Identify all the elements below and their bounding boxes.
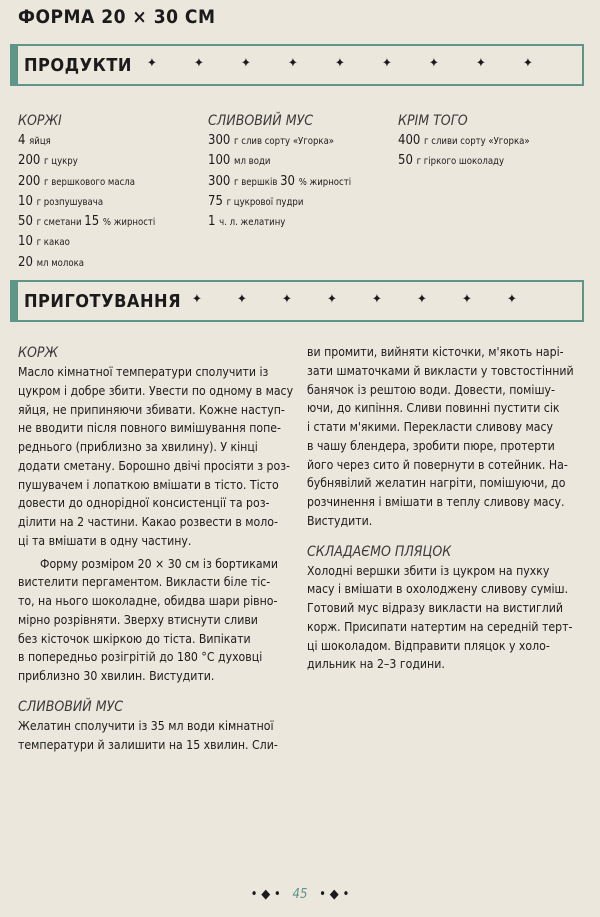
ingredient-text: мл води xyxy=(234,156,271,168)
section-title: СЛИВОВИЙ МУС xyxy=(18,698,124,715)
ingredient-row xyxy=(208,212,351,232)
ingredient-amount: 20 xyxy=(18,254,37,270)
preparation-left-column xyxy=(18,343,293,754)
star-icon: ✦ xyxy=(241,56,251,71)
form-title: ФОРМА 20 × 30 СМ xyxy=(18,6,216,28)
banner-label: ПРИГОТУВАННЯ xyxy=(24,291,182,312)
ingredient-amount: 100 xyxy=(208,153,235,169)
text-line: то, на нього шоколадне, обидва шари рівно- xyxy=(18,594,278,608)
section-title: СКЛАДАЄМО ПЛЯЦОК xyxy=(307,543,452,560)
ingredient-text: % жирності xyxy=(298,176,352,188)
ingredient-amount: 30 xyxy=(280,173,299,189)
text-line: Форму розміром 20 × 30 см із бортиками xyxy=(40,556,278,571)
ingredient-text: ч. л. желатину xyxy=(219,217,286,229)
text-line: ділити на 2 частини. Какао розвести в моло- xyxy=(18,515,278,529)
text-line: розчинення і вмішати в теплу сливову масу. xyxy=(307,495,565,509)
star-icon: ✦ xyxy=(335,56,345,71)
ingredient-amount: 50 xyxy=(18,214,37,230)
ingredient-group-title: СЛИВОВИЙ МУС xyxy=(208,113,314,129)
ingredient-amount: 15 xyxy=(84,214,103,230)
text-line: довести до однорідної консистенції та роз- xyxy=(18,496,270,511)
text-line: ці та вмішати в одну частину. xyxy=(18,533,192,548)
ingredient-group-title: КОРЖІ xyxy=(18,113,62,129)
ingredient-row xyxy=(208,192,351,212)
text-line: пушувачем і лопаткою вмішати в тісто. Тісто xyxy=(18,477,279,492)
ingredient-text: г сливи сорту «Угорка» xyxy=(424,136,530,147)
star-icon: ✦ xyxy=(327,292,337,307)
ingredient-amount: 400 xyxy=(398,133,425,148)
ingredient-row xyxy=(398,131,530,151)
ingredients-extra xyxy=(398,111,530,172)
ingredient-text: г розпушувача xyxy=(36,196,104,208)
ingredient-amount: 1 xyxy=(208,214,220,230)
text-line: приблизно 30 хвилин. Вистудити. xyxy=(18,669,215,683)
star-icon: ✦ xyxy=(192,292,202,307)
ingredient-amount: 300 xyxy=(208,173,235,189)
text-line: Масло кімнатної температури сполучити із xyxy=(18,365,269,379)
ingredient-amount: 4 xyxy=(18,133,30,148)
star-icon: ✦ xyxy=(507,292,517,307)
ingredient-row xyxy=(18,151,155,171)
ingredient-row xyxy=(208,172,351,192)
text-line: і стати м'якими. Перекласти сливову масу xyxy=(307,420,553,434)
ingredient-text: г вершків xyxy=(234,176,281,188)
text-line: дильник на 2–3 години. xyxy=(307,657,445,672)
ingredient-text: г какао xyxy=(36,237,70,249)
ingredient-amount: 75 xyxy=(208,193,227,209)
text-line: в чашу блендера, зробити пюре, протерти xyxy=(307,438,555,453)
text-line: ви промити, вийняти кісточки, м'якоть нарі- xyxy=(307,345,564,359)
ingredient-row xyxy=(18,253,155,273)
text-line: без кісточок шкіркою до тіста. Випікати xyxy=(18,631,251,646)
star-icon: ✦ xyxy=(237,292,247,307)
ornament-right-icon: • ◆ • xyxy=(319,887,350,902)
star-icon: ✦ xyxy=(382,56,392,71)
text-line: цукром і добре збити. Увести по одному в масу xyxy=(18,383,294,398)
star-icon: ✦ xyxy=(194,56,204,71)
text-line: Готовий мус відразу викласти на вистиглий xyxy=(307,601,563,615)
text-line: мірно розрівняти. Зверху втиснути сливи xyxy=(18,612,258,627)
ingredient-amount: 200 xyxy=(18,173,45,189)
text-line: реднього (приблизно за хвилину). У кінці xyxy=(18,440,258,454)
text-line: бубнявілий желатин нагріти, помішуючи, до xyxy=(307,476,566,491)
ornament-left-icon: • ◆ • xyxy=(250,887,281,902)
text-line: зати шматочками й викласти у товстостінний xyxy=(307,363,574,378)
text-line: Вистудити. xyxy=(307,513,373,528)
star-icon: ✦ xyxy=(476,56,486,71)
ingredient-amount: 300 xyxy=(208,133,235,148)
page-number: 45 xyxy=(292,887,308,902)
text-line: його через сито й повернути в сотейник. На- xyxy=(307,457,568,472)
ingredient-row xyxy=(18,131,155,151)
text-line: масу і вмішати в охолоджену сливову суміш. xyxy=(307,582,569,597)
ingredient-amount: 10 xyxy=(18,234,37,250)
ingredient-text: г гіркого шоколаду xyxy=(416,156,505,168)
ingredient-text: яйця xyxy=(29,136,51,147)
star-icon: ✦ xyxy=(429,56,439,71)
ingredient-row xyxy=(18,172,155,192)
preparation-right-column xyxy=(307,343,574,674)
text-line: банячок із рештою води. Довести, помішу- xyxy=(307,382,555,397)
text-line: корж. Присипати натертим на середній терт- xyxy=(307,619,573,634)
ingredients-cake xyxy=(18,111,155,273)
star-icon: ✦ xyxy=(372,292,382,307)
text-line: Желатин сполучити із 35 мл води кімнатної xyxy=(18,718,274,733)
ingredient-row xyxy=(18,192,155,212)
ingredient-group-title: КРІМ ТОГО xyxy=(398,113,468,129)
star-icon: ✦ xyxy=(523,56,533,71)
text-line: вистелити пергаментом. Викласти біле тіс- xyxy=(18,575,271,590)
text-line: не вводити після повного вимішування попе- xyxy=(18,421,282,436)
ingredient-text: г сметани xyxy=(36,217,85,229)
ingredient-amount: 200 xyxy=(18,153,45,169)
preparation-banner xyxy=(10,280,584,322)
ingredient-row xyxy=(18,212,155,232)
star-icon: ✦ xyxy=(282,292,292,307)
ingredients-plum-mousse xyxy=(208,111,351,232)
text-line: Холодні вершки збити із цукром на пухку xyxy=(307,563,550,578)
star-icon: ✦ xyxy=(462,292,472,307)
text-line: температури й залишити на 15 хвилин. Сли- xyxy=(18,737,278,752)
ingredient-row xyxy=(398,151,530,171)
text-line: в попередньо розігрітій до 180 °С духовці xyxy=(18,650,263,665)
text-line: ючи, до кипіння. Сливи повинні пустити сік xyxy=(307,401,560,416)
star-icon: ✦ xyxy=(288,56,298,71)
text-line: ці шоколадом. Відправити пляцок у холо- xyxy=(307,638,550,653)
text-line: яйця, не припиняючи збивати. Кожне наступ- xyxy=(18,402,285,417)
ingredient-row xyxy=(18,232,155,252)
ingredient-text: г цукрової пудри xyxy=(226,196,304,208)
text-line: додати сметану. Борошно двічі просіяти з роз- xyxy=(18,458,291,473)
page-footer xyxy=(0,887,600,902)
section-title: КОРЖ xyxy=(18,345,59,361)
ingredient-text: мл молока xyxy=(36,257,84,269)
ingredient-text: г вершкового масла xyxy=(44,176,135,188)
ingredient-row xyxy=(208,151,351,171)
ingredient-amount: 50 xyxy=(398,153,417,169)
products-banner xyxy=(10,44,584,86)
ingredient-row xyxy=(208,131,351,151)
ingredient-amount: 10 xyxy=(18,193,37,209)
star-icon: ✦ xyxy=(417,292,427,307)
banner-label: ПРОДУКТИ xyxy=(24,55,132,76)
ingredient-text: г слив сорту «Угорка» xyxy=(234,136,335,147)
ingredient-text: % жирності xyxy=(102,217,156,229)
ingredient-text: г цукру xyxy=(44,156,78,168)
star-icon: ✦ xyxy=(147,56,157,71)
